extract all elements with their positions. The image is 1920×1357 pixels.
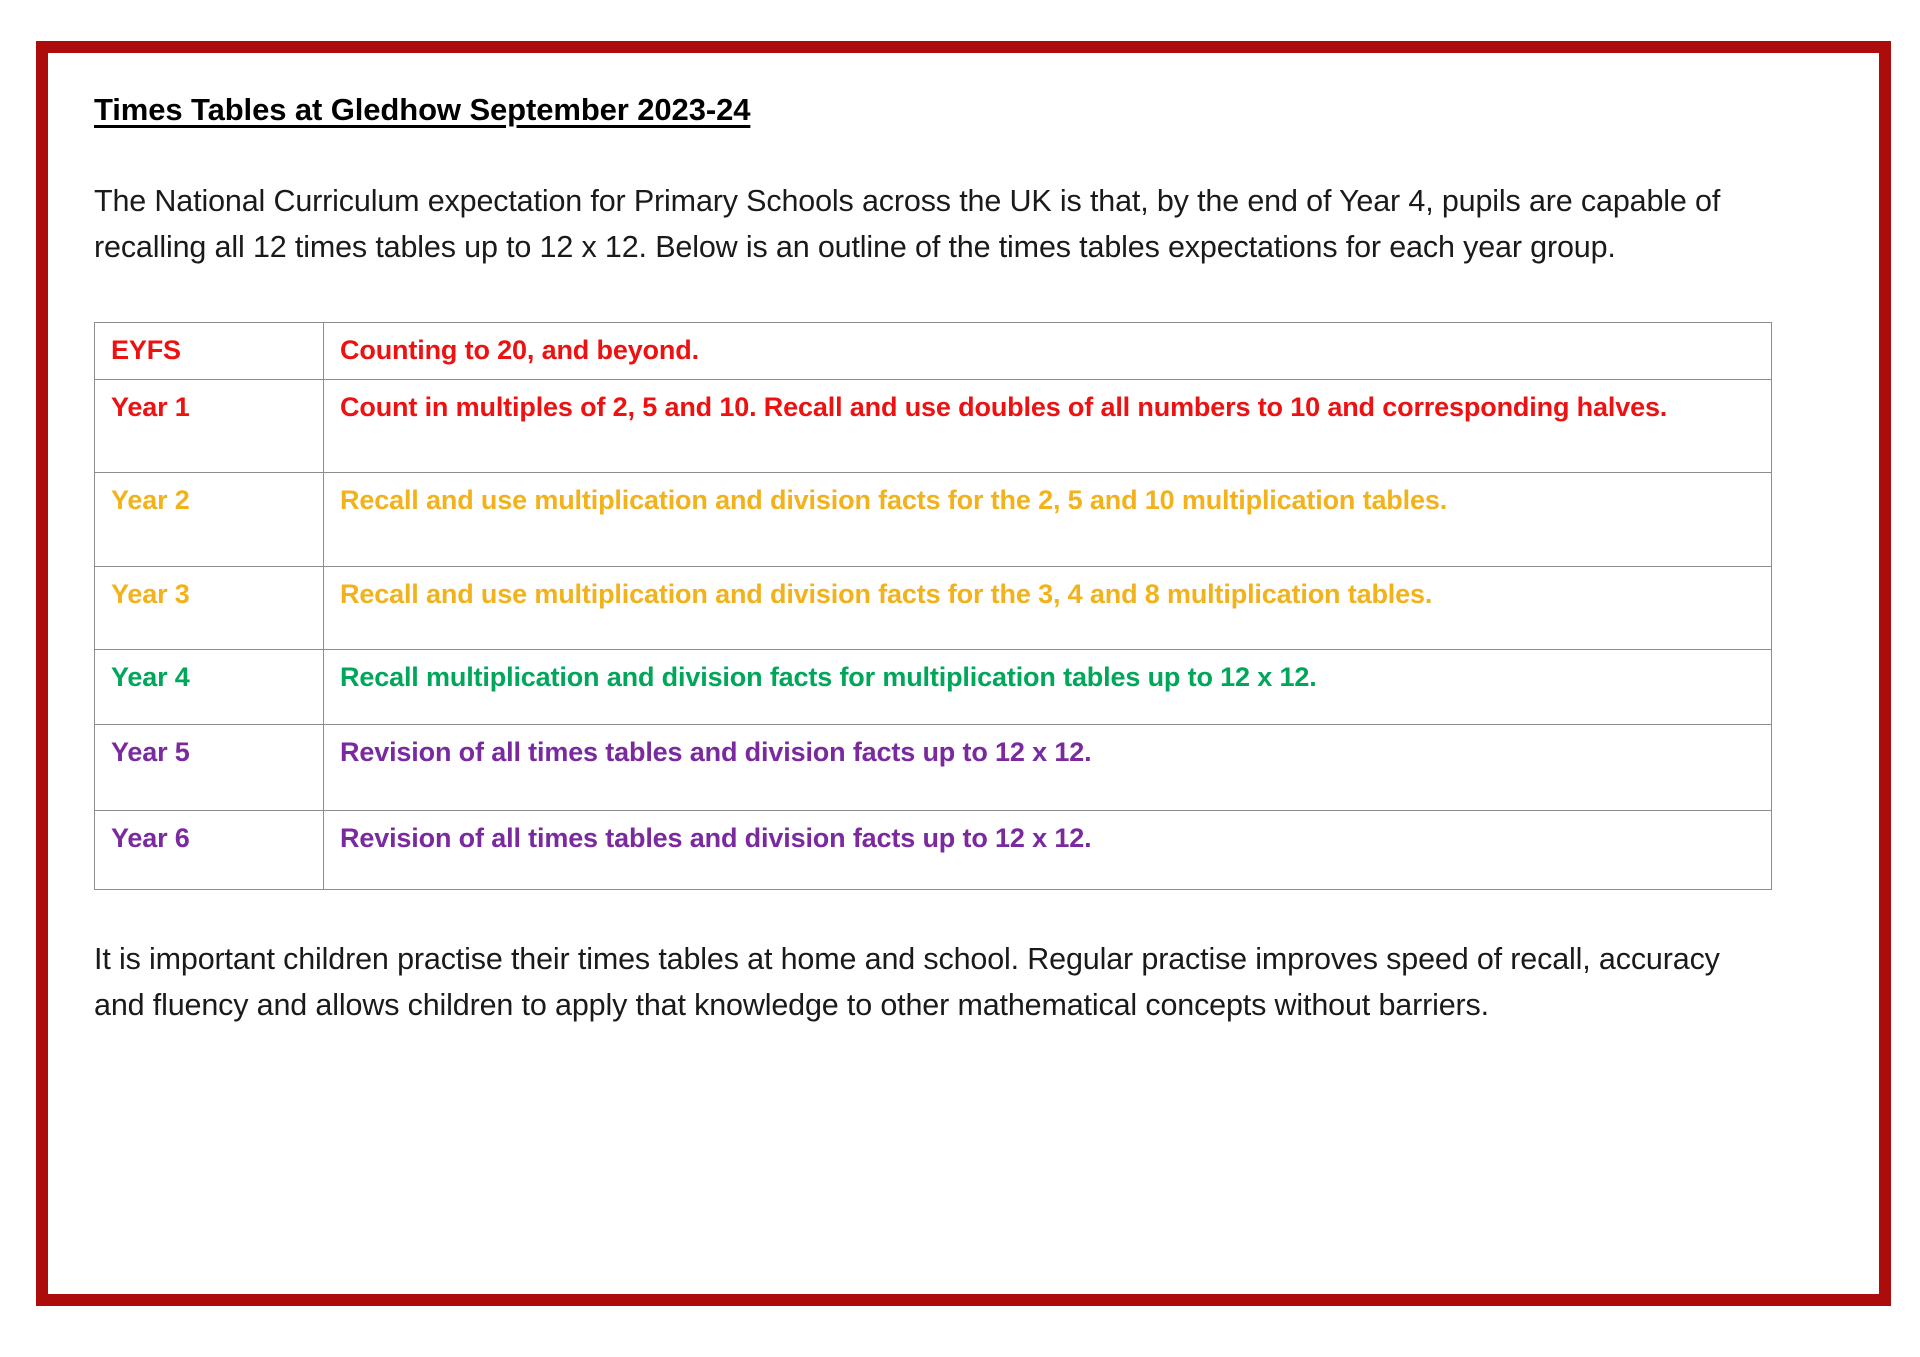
- table-row: [95, 379, 1772, 472]
- expectation-description-cell: Recall and use multiplication and division facts for the 3, 4 and 8 multiplication tables.: [324, 566, 1772, 649]
- expectation-description-cell: Revision of all times tables and division facts up to 12 x 12.: [324, 724, 1772, 810]
- table-row: [95, 649, 1772, 724]
- page-title: Times Tables at Gledhow September 2023-24: [94, 92, 751, 127]
- document-frame: [36, 41, 1891, 1306]
- table-row: [95, 724, 1772, 810]
- expectation-description-cell: Revision of all times tables and division facts up to 12 x 12.: [324, 810, 1772, 889]
- year-group-cell: Year 6: [95, 810, 324, 889]
- year-group-cell: Year 4: [95, 649, 324, 724]
- expectation-description-cell: Counting to 20, and beyond.: [324, 323, 1772, 379]
- table-row: [95, 323, 1772, 379]
- intro-paragraph: The National Curriculum expectation for Primary Schools across the UK is that, by the end of Year 4, pupils are capable of recalling all 12 times tables up to 12 x 12. Below is an outline of the times tables expectations for each year group.: [94, 183, 1721, 265]
- year-group-cell: EYFS: [95, 323, 324, 379]
- table-row: [95, 566, 1772, 649]
- document-body: [48, 53, 1879, 1294]
- table-body: [95, 323, 1772, 889]
- expectation-description-cell: Count in multiples of 2, 5 and 10. Recall and use doubles of all numbers to 10 and corresponding halves.: [324, 379, 1772, 472]
- year-group-expectations-table: [94, 322, 1772, 889]
- expectation-description-cell: Recall and use multiplication and division facts for the 2, 5 and 10 multiplication tables.: [324, 472, 1772, 566]
- table-row: [95, 472, 1772, 566]
- expectation-description-cell: Recall multiplication and division facts for multiplication tables up to 12 x 12.: [324, 649, 1772, 724]
- page-title-wrapper: [94, 79, 1833, 130]
- year-group-cell: Year 5: [95, 724, 324, 810]
- table-row: [95, 810, 1772, 889]
- year-group-cell: Year 1: [95, 379, 324, 472]
- year-group-cell: Year 3: [95, 566, 324, 649]
- closing-paragraph: It is important children practise their times tables at home and school. Regular practise improves speed of recall, accuracy and fluency and allows children to apply that knowledge to other mathematical concepts without barriers.: [94, 941, 1720, 1023]
- year-group-cell: Year 2: [95, 472, 324, 566]
